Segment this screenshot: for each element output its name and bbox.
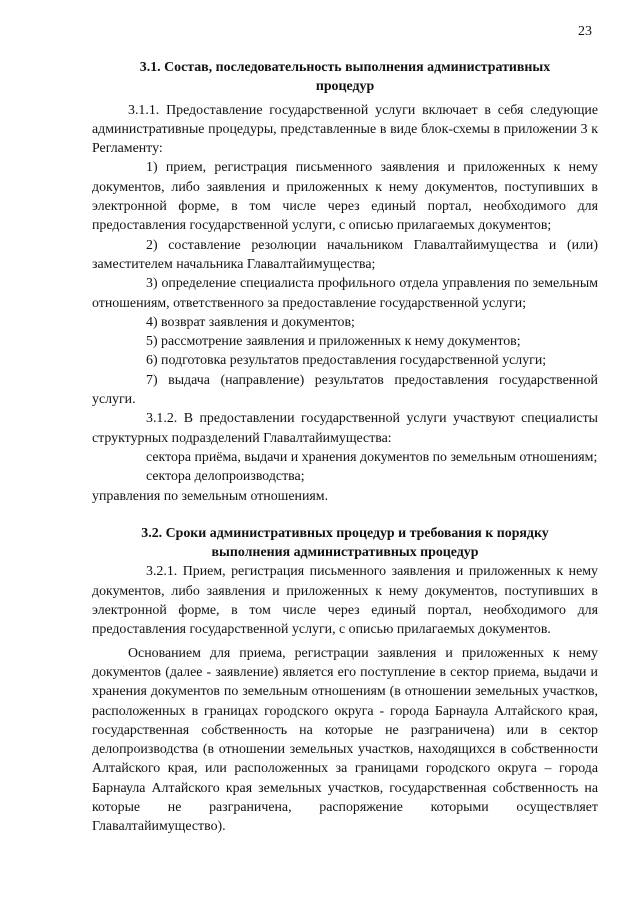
list-item-1: 1) прием, регистрация письменного заявления и приложенных к нему документов, либо заявления и приложенных к нему документов, поступивших в электронной форме, в том числе через единый портал, необходимого для предоставления государственной услуги, с описью прилагаемых документов; — [92, 160, 598, 234]
section-3-2-heading-line2: выполнения административных процедур — [211, 545, 479, 561]
unit-item-2: сектора делопроизводства; — [146, 469, 305, 485]
paragraph-3-1-1: 3.1.1. Предоставление государственной услуги включает в себя следующие административные процедуры, представленные в виде блок-схемы в приложении 3 к Регламенту: — [92, 102, 598, 157]
section-3-2-heading — [92, 524, 598, 563]
section-3-1-heading — [92, 58, 598, 97]
unit-item-3: управления по земельным отношениям. — [92, 488, 329, 504]
document-body — [92, 58, 598, 837]
page-number: 23 — [578, 24, 592, 39]
list-item-3: 3) определение специалиста профильного отдела управления по земельным отношениям, ответственного за предоставление государственной услуги; — [92, 276, 598, 311]
list-item-5: 5) рассмотрение заявления и приложенных к нему документов; — [146, 334, 521, 350]
list-item-4: 4) возврат заявления и документов; — [146, 314, 355, 330]
list-item-7: 7) выдача (направление) результатов предоставления государственной услуги. — [92, 372, 598, 408]
section-3-1-heading-line2: процедур — [315, 79, 375, 95]
unit-item-1: сектора приёма, выдачи и хранения документов по земельным отношениям; — [146, 449, 598, 465]
list-item-2: 2) составление резолюции начальником Главалтайимущества и (или) заместителем начальника Главалтайимущества; — [92, 237, 598, 272]
paragraph-3-1-2: 3.1.2. В предоставлении государственной услуги участвуют специалисты структурных подразделений Главалтайимущества: — [92, 411, 598, 446]
paragraph-3-2-1: 3.2.1. Прием, регистрация письменного заявления и приложенных к нему документов, либо заявления и приложенных к нему документов, поступивших в электронной форме, в том числе через единый портал, необходимого для предоставления государственной услуги, с описью прилагаемых документов. — [92, 564, 598, 638]
paragraph-basis: Основанием для приема, регистрации заявления и приложенных к нему документов (далее - заявление) является его поступление в сектор приема, выдачи и хранения документов по земельным отношениям (в отношении земельных участков, расположенных в границах городского округа - города Барнаула Алтайского края, государственная собственность на которые не разграничена) или в сектор делопроизводства (в отношении земельных участков, находящихся в собственности Алтайского края, или расположенных за границами городского округа – города Барнаула Алтайского края земельных участков, государственная собственность на которые не разграничена, распоряжение которыми осуществляет Главалтайимущество). — [92, 645, 598, 835]
section-3-2 — [92, 524, 598, 837]
section-3-2-heading-line1: 3.2. Сроки административных процедур и требования к порядку — [141, 525, 549, 541]
section-3-1-heading-line1: 3.1. Состав, последовательность выполнения административных — [139, 60, 551, 75]
section-3-1 — [92, 58, 598, 506]
list-item-6: 6) подготовка результатов предоставления государственной услуги; — [146, 353, 547, 369]
